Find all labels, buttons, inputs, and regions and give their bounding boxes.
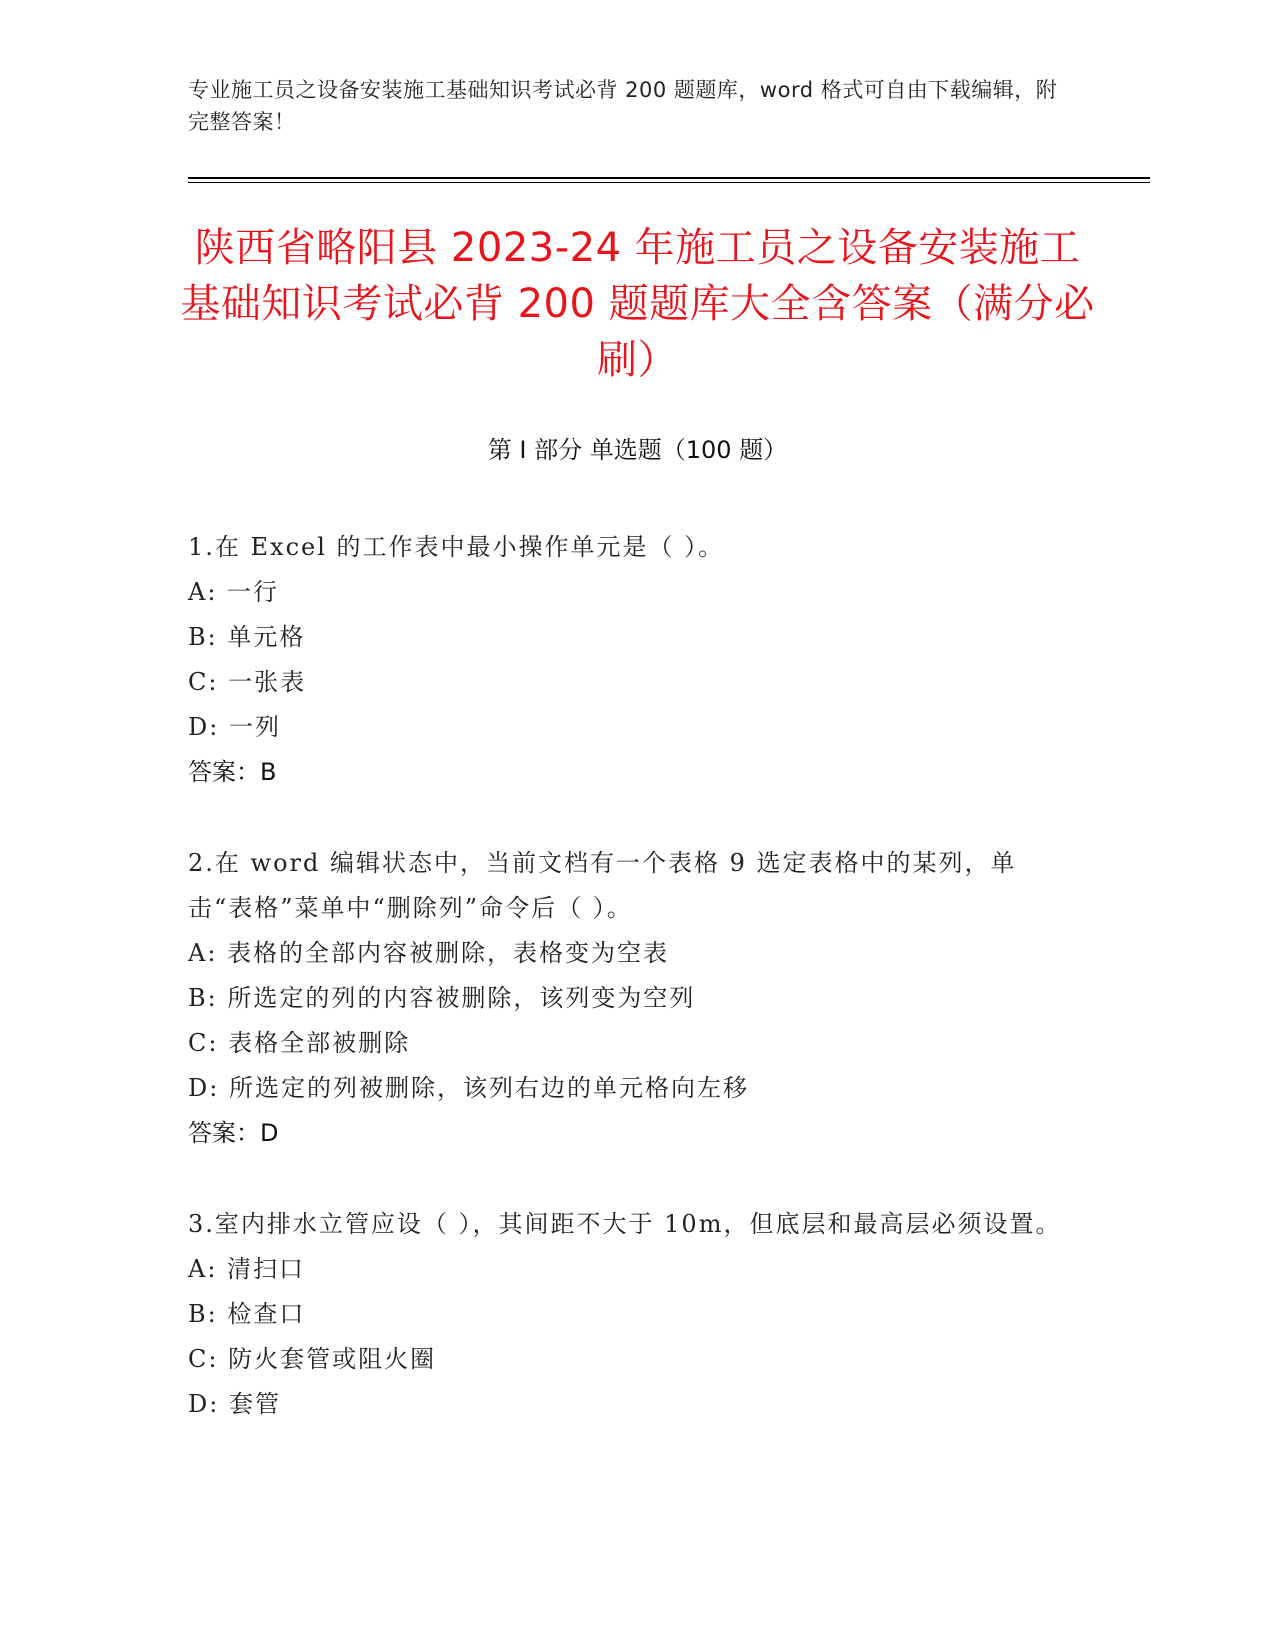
option-d: D: 所选定的列被删除，该列右边的单元格向左移 [188, 1074, 749, 1102]
question-stem: 3.室内排水立管应设（ ），其间距不大于 10m，但底层和最高层必须设置。 [188, 1210, 1062, 1238]
section-title: 第 I 部分 单选题（100 题） [487, 436, 788, 464]
question-list [188, 525, 1068, 1427]
option-c: C: 防火套管或阻火圈 [188, 1345, 437, 1373]
question-stem: 1.在 Excel 的工作表中最小操作单元是（ ）。 [188, 533, 725, 561]
answer: 答案：B [188, 758, 277, 786]
question-1 [188, 525, 1068, 795]
question-spacer [188, 795, 1068, 841]
option-d: D: 一列 [188, 713, 281, 741]
question-2 [188, 841, 1068, 1156]
option-b: B: 所选定的列的内容被删除，该列变为空列 [188, 984, 696, 1012]
option-a: A: 清扫口 [188, 1255, 306, 1283]
option-a: A: 表格的全部内容被删除，表格变为空表 [188, 939, 670, 967]
answer: 答案：D [188, 1119, 279, 1147]
option-a: A: 一行 [188, 578, 280, 606]
option-b: B: 单元格 [188, 623, 306, 651]
option-c: C: 表格全部被删除 [188, 1029, 411, 1057]
question-stem: 2.在 word 编辑状态中，当前文档有一个表格 9 选定表格中的某列，单击“表格”菜单中“删除列”命令后（ ）。 [188, 849, 1017, 922]
header-divider-thick [188, 177, 1150, 179]
header-note: 专业施工员之设备安装施工基础知识考试必背 200 题题库，word 格式可自由下载编辑，附完整答案！ [188, 78, 1058, 134]
option-b: B: 检查口 [188, 1300, 306, 1328]
option-d: D: 套管 [188, 1390, 281, 1418]
option-c: C: 一张表 [188, 668, 307, 696]
document-title: 陕西省略阳县 2023-24 年施工员之设备安装施工基础知识考试必背 200 题题库大全含答案（满分必刷） [180, 225, 1095, 383]
question-spacer [188, 1156, 1068, 1202]
question-3 [188, 1202, 1068, 1427]
header-divider-thin [188, 182, 1150, 183]
